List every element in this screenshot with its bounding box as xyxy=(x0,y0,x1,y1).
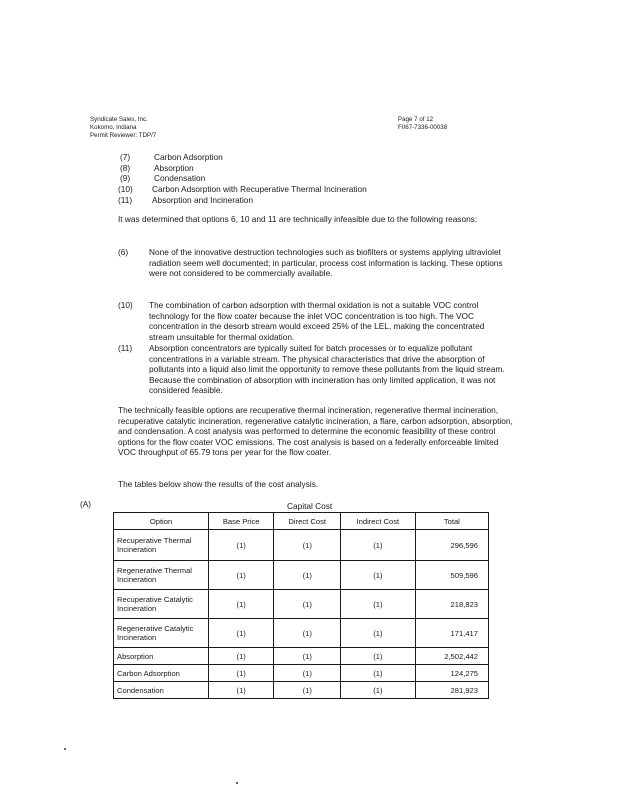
column-header-total: Total xyxy=(415,513,488,530)
option-number: (7) xyxy=(120,152,131,162)
option-label: Carbon Adsorption xyxy=(154,152,223,162)
option-number: (8) xyxy=(120,163,131,173)
capital-cost-table xyxy=(113,512,489,699)
cell-direct-cost: (1) xyxy=(274,590,341,619)
header-company: Syndicate Sales, Inc. xyxy=(90,116,148,123)
scan-speck xyxy=(236,782,238,784)
option-label: Absorption xyxy=(154,163,194,173)
tables-intro: The tables below show the results of the cost analysis. xyxy=(118,479,319,489)
cell-option: Absorption xyxy=(114,648,209,665)
cell-total: 281,923 xyxy=(415,682,488,699)
cell-option: Recuperative Thermal Incineration xyxy=(114,530,209,561)
header-right xyxy=(398,116,447,132)
cell-indirect-cost: (1) xyxy=(341,561,416,590)
cell-base-price: (1) xyxy=(209,619,274,648)
cell-option: Condensation xyxy=(114,682,209,699)
table-header-row xyxy=(114,513,489,530)
header-page-number: Page 7 of 12 xyxy=(398,116,434,123)
cell-indirect-cost: (1) xyxy=(341,665,416,682)
option-number: (11) xyxy=(118,195,133,205)
cell-indirect-cost: (1) xyxy=(341,682,416,699)
feasible-options-paragraph: The technically feasible options are recuperative thermal incineration, regenerative thermal incineration, recuperative catalytic incineration, regenerative catalytic incineration, a flare, carbon adsorption, absorption, and condensation. A cost analysis was performed to determine the economic feasibility of these control options for the flow coater VOC emissions. The cost analysis is based on a federally enforceable limited VOC throughput of 65.79 tons per year for the flow coater. xyxy=(118,405,513,458)
cell-total: 296,596 xyxy=(415,530,488,561)
cell-direct-cost: (1) xyxy=(274,665,341,682)
reason-text: The combination of carbon adsorption with thermal oxidation is not a suitable VOC control technology for the flow coater because the inlet VOC concentration is too high. The VOC concentration in the desorb stream would exceed 25% of the LEL, making the concentrated stream unsuitable for thermal oxidation. xyxy=(149,300,485,342)
table-marker: (A) xyxy=(80,499,92,509)
reason-paragraph xyxy=(118,247,511,287)
cell-option: Regenerative Catalytic Incineration xyxy=(114,619,209,648)
cell-total: 509,596 xyxy=(415,561,488,590)
cell-option: Recuperative Catalytic Incineration xyxy=(114,590,209,619)
table-row xyxy=(114,682,489,699)
reason-paragraph xyxy=(118,300,511,340)
cell-direct-cost: (1) xyxy=(274,682,341,699)
option-number: (9) xyxy=(120,173,131,183)
cell-total: 218,823 xyxy=(415,590,488,619)
cell-base-price: (1) xyxy=(209,530,274,561)
cell-base-price: (1) xyxy=(209,648,274,665)
header-permit-number: F067-7336-00038 xyxy=(398,124,448,131)
reason-number: (6) xyxy=(118,247,129,257)
cell-option: Carbon Adsorption xyxy=(114,665,209,682)
infeasible-intro: It was determined that options 6, 10 and 11 are technically infeasible due to the following reasons: xyxy=(118,214,478,224)
reason-paragraph xyxy=(118,343,511,397)
cell-total: 124,275 xyxy=(415,665,488,682)
cell-total: 2,502,442 xyxy=(415,648,488,665)
table-row xyxy=(114,619,489,648)
table-row xyxy=(114,648,489,665)
cell-base-price: (1) xyxy=(209,665,274,682)
cell-direct-cost: (1) xyxy=(274,530,341,561)
option-label: Condensation xyxy=(154,173,206,183)
cell-base-price: (1) xyxy=(209,682,274,699)
table-row xyxy=(114,665,489,682)
reason-text: None of the innovative destruction technologies such as biofilters or systems applying ultraviolet radiation seem well documented; in particular, process cost information is lacking. These options were not considered to be commercially available. xyxy=(149,247,503,279)
table-row xyxy=(114,590,489,619)
header-location: Kokomo, Indiana xyxy=(90,124,137,131)
cell-indirect-cost: (1) xyxy=(341,648,416,665)
column-header-base-price: Base Price xyxy=(209,513,274,530)
reason-number: (11) xyxy=(118,343,133,353)
cell-indirect-cost: (1) xyxy=(341,530,416,561)
cell-direct-cost: (1) xyxy=(274,619,341,648)
option-number: (10) xyxy=(118,184,133,194)
option-label: Absorption and Incineration xyxy=(152,195,254,205)
cell-direct-cost: (1) xyxy=(274,648,341,665)
table-title: Capital Cost xyxy=(287,501,333,511)
cell-base-price: (1) xyxy=(209,590,274,619)
header-reviewer: Permit Reviewer: TDP/7 xyxy=(90,132,157,139)
cell-indirect-cost: (1) xyxy=(341,590,416,619)
reason-number: (10) xyxy=(118,300,133,310)
column-header-option: Option xyxy=(114,513,209,530)
cell-base-price: (1) xyxy=(209,561,274,590)
option-label: Carbon Adsorption with Recuperative Thermal Incineration xyxy=(152,184,367,194)
table-row xyxy=(114,561,489,590)
cell-indirect-cost: (1) xyxy=(341,619,416,648)
scan-speck xyxy=(64,748,66,750)
cell-direct-cost: (1) xyxy=(274,561,341,590)
reason-text: Absorption concentrators are typically suited for batch processes or to equalize pollutant concentrations in a variable stream. The physical characteristics that drive the absorption of pollutants into a liquid also limit the opportunity to remove these pollutants from the liquid stream. Because the combination of absorption with incineration has only limited application, it was not considered feasible. xyxy=(149,343,505,396)
table-row xyxy=(114,530,489,561)
column-header-indirect-cost: Indirect Cost xyxy=(341,513,416,530)
cell-total: 171,417 xyxy=(415,619,488,648)
header-left xyxy=(90,116,156,140)
column-header-direct-cost: Direct Cost xyxy=(274,513,341,530)
cell-option: Regenerative Thermal Incineration xyxy=(114,561,209,590)
